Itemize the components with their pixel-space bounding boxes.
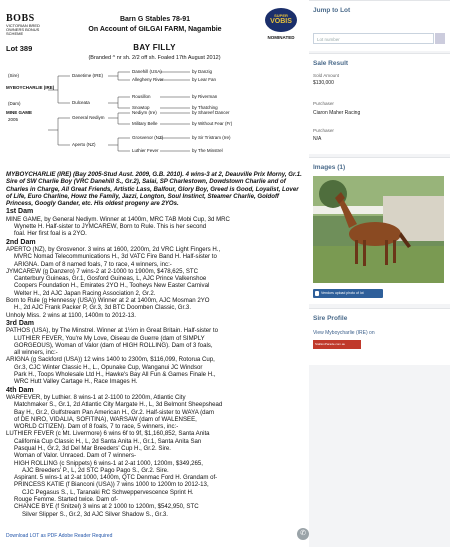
sire-profile-link[interactable]: View Myboycharlie (IRE) on (313, 330, 375, 336)
stallion-parade-badge[interactable]: StallionParade.com.au (313, 340, 361, 349)
dam-section-line: foal. Her first foal is a 2YO. (14, 230, 87, 238)
super-vobis-badge: SUPER VOBIS NOMINATED (257, 8, 305, 44)
dam-label: (Dam) (8, 101, 21, 106)
dam-section-line: of DE NIRO, VIDALIA, SOFITINA), WARSAW (dam of WALENSEE, (14, 415, 197, 423)
dam-section-line: H., 2d AJC Frank Packer P, Gr.3, 3d BTC Doomben Classic, Gr.3. (14, 304, 192, 312)
bobs-logo: BOBS VICTORIAN BRED OWNERS BONUS SCHEME (6, 13, 40, 36)
family-history (6, 171, 306, 518)
dam-section-line: WARFEVER, by Luthier. 8 wins-1 at 2-1100 to 2200m, Atlantic City (6, 393, 186, 401)
wechat-icon: ✆ (297, 528, 309, 540)
sold-amount-label: Sold Amount (313, 73, 340, 78)
dam-section-title: 3rd Dam (6, 319, 35, 327)
purchaser2-label: Purchaser (313, 128, 334, 133)
dam-section-line: Gr.3, CJC Winter Classic H., L., Opunake Cup, Wanganui JC Windsor (14, 363, 203, 371)
consignor-line: On Account of GILGAI FARM, Nagambie (88, 26, 222, 33)
sire-summary: MYBOYCHARLIE (IRE) (Bay 2005-Stud Aust. 2009, G.B. 2010). 4 wins-3 at 2, Deauville Prix Morny, Gr.1. Sire of SW Charlie Boy (VRC Danehill S., Gr.2), Salai, SP Charlestown, Dowdstown Charlie and of Charles in Charge, All Great Friends, Artistic Lass, Balfour, Glory Boy, Greed is Good, Loyalist, Lover of Life, Euro Charline, Howz the Family, Jazzi, Longton, Soul Instinct, Steamer Charlie, Goldoff Princess, Googly Gander, etc. His oldest progeny are 2YOs. (6, 171, 302, 208)
dam-section-line: Woman of Valor. Unraced. Dam of 7 winners- (14, 452, 137, 460)
brand-line: (Branded ^ nr sh. 2/2 off sh. Foaled 17th August 2012) (88, 55, 221, 61)
dam-section-line: PRINCESS KATIE (f Bianconi (USA)) 7 wins 1000 to 1200m to 2012-13, (14, 481, 209, 489)
sold-amount-value: $130,000 (313, 80, 334, 86)
barn-line: Barn G Stables 78-91 (119, 16, 191, 23)
pedigree-g2: Allegheny River (132, 77, 164, 82)
sale-result-panel (309, 53, 450, 154)
lot-number: Lot 389 (6, 44, 33, 53)
dam-section-line: LUTHIER FEVER (c Mt. Livermore) 6 wins 6f to 9f, $1,160,852, Santa Anita (6, 430, 210, 438)
download-pdf-link[interactable]: Download LOT as PDF (6, 533, 59, 539)
dam-section-line: Rouge Femme. Started twice. Dam of- (14, 496, 118, 504)
sire-dam: Dulceata (72, 100, 90, 105)
dam-section-line: ARIGNA (g Sackford (USA)) 12 wins 1400 to 2300m, $116,099, Rotorua Cup, (6, 356, 215, 364)
camera-icon (315, 291, 319, 296)
dam-section-line: California Cup Classic H., L, 2d Santa Anita H., Gr.1, Santa Anita San (14, 437, 202, 445)
dam-section-line: GORGEOUS), Woman of Valor (dam of HIGH ROLLING). Dam of 3 foals, (14, 341, 213, 349)
sire-sire: Danetime (IRE) (72, 73, 104, 78)
purchaser-label: Purchaser (313, 101, 334, 106)
images-title: Images (1) (313, 164, 346, 171)
sire-profile-title: Sire Profile (313, 315, 348, 322)
jump-to-lot-title: Jump to Lot (313, 7, 351, 14)
dam-section-line: AJC Breeders' P., L, 2d STC Pago Pago S., Gr.2. Sire. (22, 466, 169, 474)
dam-sections (6, 208, 306, 517)
dam-section-line: Coopers Foundation H., Emirates 2YO H., Tooheys New Easter Carnival (14, 282, 210, 290)
dam-section-line: Aspirant. 5 wins-1 at 2-at 1000, 1400m, QTC Denmac Ford H. Grandam of- (14, 474, 218, 482)
dam-section-line: Canterbury Guineas, Gr.1, Gosford Guineas, L, AJC Prince Valkenshoe (14, 275, 207, 283)
dam-dam: Aperto (NZ) (72, 142, 96, 147)
dam-section-line: CHANCE BYE (f Snitzel) 3 wins at 2 1000 to 1200m, $542,950, STC (14, 503, 199, 511)
dam-section-line: CJC Pegasus S., L, Taranaki RC Schweppervescence Sprint H. (22, 488, 194, 496)
pedigree-g2: Military Belle (132, 121, 158, 126)
purchaser2-value: N/A (313, 136, 322, 142)
download-pdf (6, 533, 112, 539)
vendor-photo-button[interactable]: Vendors upload photo of lot (313, 289, 383, 298)
lot-search-input[interactable]: Lot number (313, 33, 434, 44)
dam-section-line: Wynette H. Half-sister to JYMCAREW, Born to Rule. This is her second (14, 223, 207, 231)
dam-section-line: PATHOS (USA), by The Minstrel. Winner at 1½m in Great Britain. Half-sister to (6, 327, 218, 335)
dam-section-line: Matchmaker S., Gr.1, 2d Atlantic City Margate H., L, 3d Belmont Sheepshead (14, 401, 223, 409)
dam-section-line: MVRC Nomad Telecommunications H., 3d VATC Fire Band H. Half-sister to (14, 253, 217, 261)
pedigree-g2: Grosvenor (NZ) (132, 135, 164, 140)
sidebar (309, 0, 450, 547)
dam-section-line: Welter H., 2d AJC Japan Racing Association 2, Gr.2. (14, 289, 156, 297)
dam-section-line: WRC Hutt Valley Cartage H., Race Images H. (14, 378, 138, 386)
dam-section-line: all winners, inc:- (14, 349, 58, 357)
sale-result-title: Sale Result (313, 60, 349, 67)
dam-section-line: HIGH ROLLING (c Snippets) 6 wins-1 at 2-at 1000, 1200m, $349,265, (14, 459, 204, 467)
pedigree-g3: by Shareef Dancer (192, 110, 230, 115)
sire-profile-panel (309, 308, 450, 365)
purchaser-value: Ciaron Maher Racing (313, 110, 361, 116)
dam-section-line: Bay H., Gr.2, Gulfstream Pan American H., Gr.2. Half-sister to WAYA (dam (14, 408, 215, 416)
pedigree-g2: Rousillon (132, 94, 151, 99)
dam-section-line: Born to Rule (g Hennessy (USA)) Winner at 2 at 1400m, AJC Mosman 2YO (6, 297, 210, 305)
dam-section-line: Unholy Miss. 2 wins at 1100, 1400m to 2012-13. (6, 311, 136, 319)
sire-name: MYBOYCHARLIE (IRE) (6, 85, 55, 90)
dam-section-line: MINE GAME, by General Nediym. Winner at 1400m, MRC TAB Mobi Cup, 3d MRC (6, 215, 230, 223)
consignor-header (60, 15, 250, 35)
pedigree-g2: Nediym (Ire) (132, 110, 157, 115)
pedigree-g3: by Without Fear (Fr) (192, 121, 233, 126)
dam-section-title: 2nd Dam (6, 238, 36, 246)
pedigree-g3: by Danzig (192, 69, 213, 74)
horse-photo[interactable] (313, 176, 444, 283)
dam-sire: General Nediym (72, 115, 105, 120)
sire-label: (Sire) (8, 73, 19, 78)
pedigree-g3: by Lear Fan (192, 77, 217, 82)
dam-name: MINE GAME (6, 110, 33, 115)
pedigree-g2: Danehill (USA) (132, 69, 162, 74)
dam-section-line: ARIGNA. Dam of 8 named foals, 7 to race, 4 winners, inc:- (14, 260, 172, 268)
dam-section-line: Park H., Toops Wholesale Ltd H., Hawke's Bay All Fun & Games Finale H., (14, 371, 216, 379)
dam-section-line: LUTHIER FEVER, You're My Love, Oiseau de Guerre (dam of SIMPLY (14, 334, 205, 342)
pedigree-chart (0, 70, 309, 160)
horse-photo-art (313, 176, 444, 283)
dam-section-line: Pasqual H., Gr.2, 3d Del Mar Breeders' Cup H., Gr.2. Sire. (14, 444, 171, 452)
pedigree-g3: by Thatching (192, 105, 218, 110)
dam-section-line: APERTO (NZ), by Grosvenor. 3 wins at 1600, 2200m, 2d VRC Light Fingers H., (6, 245, 221, 253)
dam-section-title: 1st Dam (6, 208, 34, 216)
pedigree-g2: Luthier Fever (132, 148, 159, 153)
dam-year: 2005 (8, 117, 19, 122)
dam-section-line: JYMCAREW (g Danzero) 7 wins-2 at 2-1000 to 1900m, $478,625, STC (6, 267, 199, 275)
jump-to-lot-panel (309, 0, 450, 51)
dam-section-title: 4th Dam (6, 386, 34, 394)
lot-search-button[interactable] (435, 33, 445, 44)
pedigree-g3: by Riverman (192, 94, 218, 99)
adobe-reader-link[interactable]: Adobe Reader Required (58, 533, 113, 539)
dam-section-line: WORLD CITIZEN). Dam of 8 foals, 7 to race, 5 winners, inc:- (14, 423, 179, 431)
pedigree-g3: by Sir Tristram (Ire) (192, 135, 231, 140)
horse-description: BAY FILLY (133, 43, 176, 52)
pedigree-g3: by The Minstrel (192, 148, 223, 153)
pedigree-g2: Snowtop (132, 105, 150, 110)
dam-section-line: Silver Slipper S., Gr.2, 3d AJC Silver Shadow S., Gr.3. (22, 510, 168, 518)
